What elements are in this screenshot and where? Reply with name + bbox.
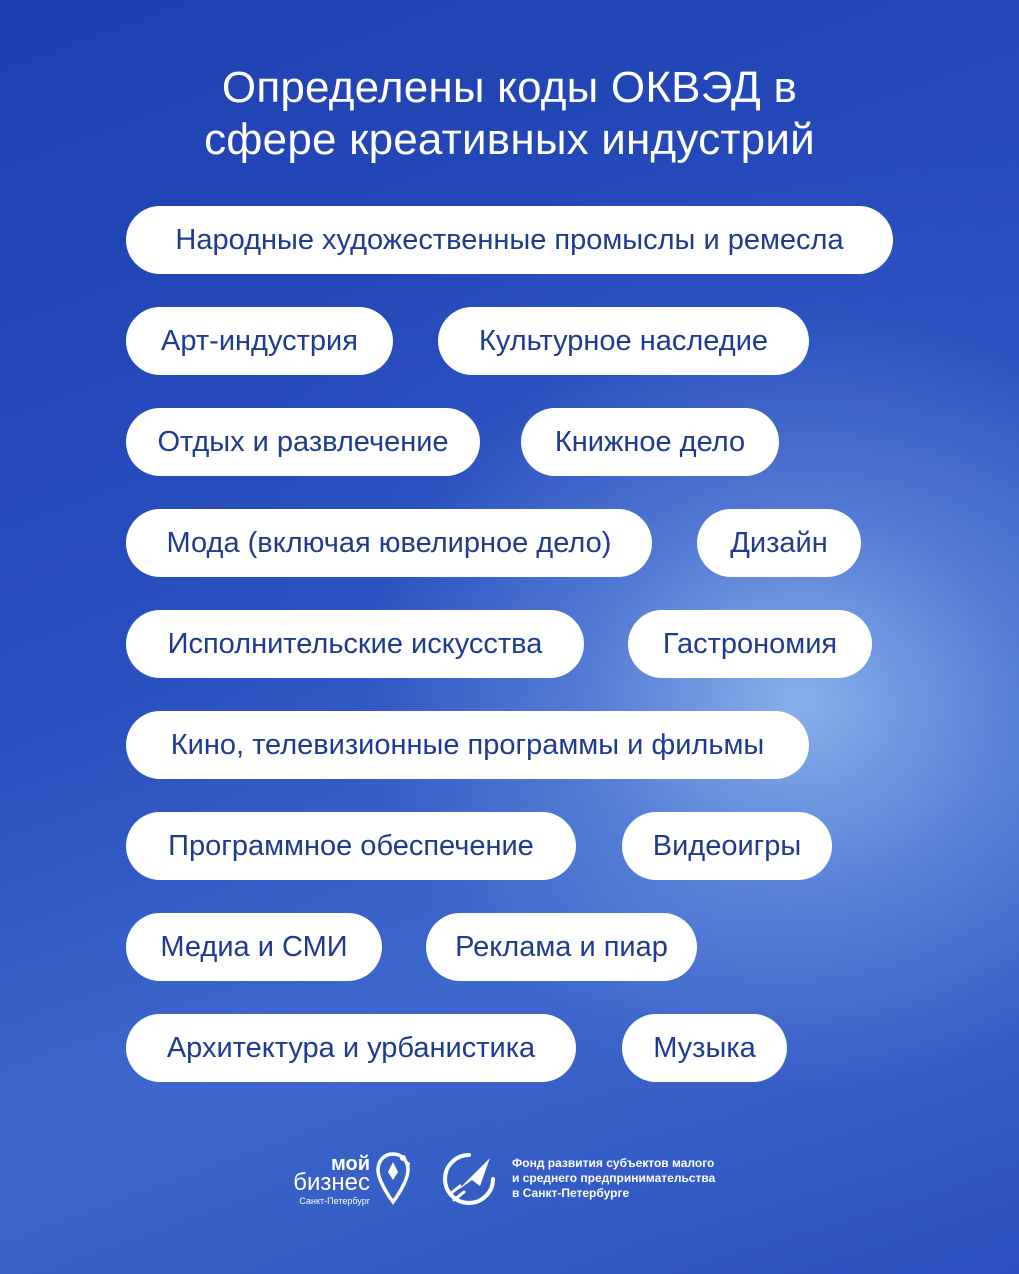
tag-leisure: Отдых и развлечение [126,408,480,476]
tag-gastronomy: Гастрономия [628,610,872,678]
tag-design: Дизайн [697,509,861,577]
tag-advertising: Реклама и пиар [426,913,697,981]
tag-cinema-tv: Кино, телевизионные программы и фильмы [126,711,809,779]
page-title [0,62,1019,166]
logo-text-moy: мой [330,1153,370,1175]
tag-art-industry: Арт-индустрия [126,307,393,375]
tag-music: Музыка [622,1014,787,1082]
tag-cultural-heritage: Культурное наследие [438,307,809,375]
tag-architecture: Архитектура и урбанистика [126,1014,576,1082]
tag-book-publishing: Книжное дело [521,408,779,476]
tag-media: Медиа и СМИ [126,913,382,981]
logo-text-biznes: бизнес [293,1169,370,1196]
tag-software: Программное обеспечение [126,812,576,880]
fund-line-1: Фонд развития субъектов малого [512,1156,715,1170]
location-pin-icon [374,1150,412,1208]
tag-folk-crafts: Народные художественные промыслы и ремесла [126,206,893,274]
fund-line-2: и среднего предпринимательства [512,1171,716,1185]
tag-videogames: Видеоигры [622,812,832,880]
tag-performing-arts: Исполнительские искусства [126,610,584,678]
fund-name [512,1156,792,1201]
rocket-arrow-icon [440,1150,498,1208]
moy-biznes-logo [282,1150,412,1212]
title-line-1: Определены коды ОКВЭД в [221,63,798,112]
tag-fashion: Мода (включая ювелирное дело) [126,509,652,577]
title-line-2: сфере креативных индустрий [204,115,815,164]
logo-text-city: Санкт-Петербург [299,1196,370,1206]
fund-line-3: в Санкт-Петербурге [512,1186,630,1200]
